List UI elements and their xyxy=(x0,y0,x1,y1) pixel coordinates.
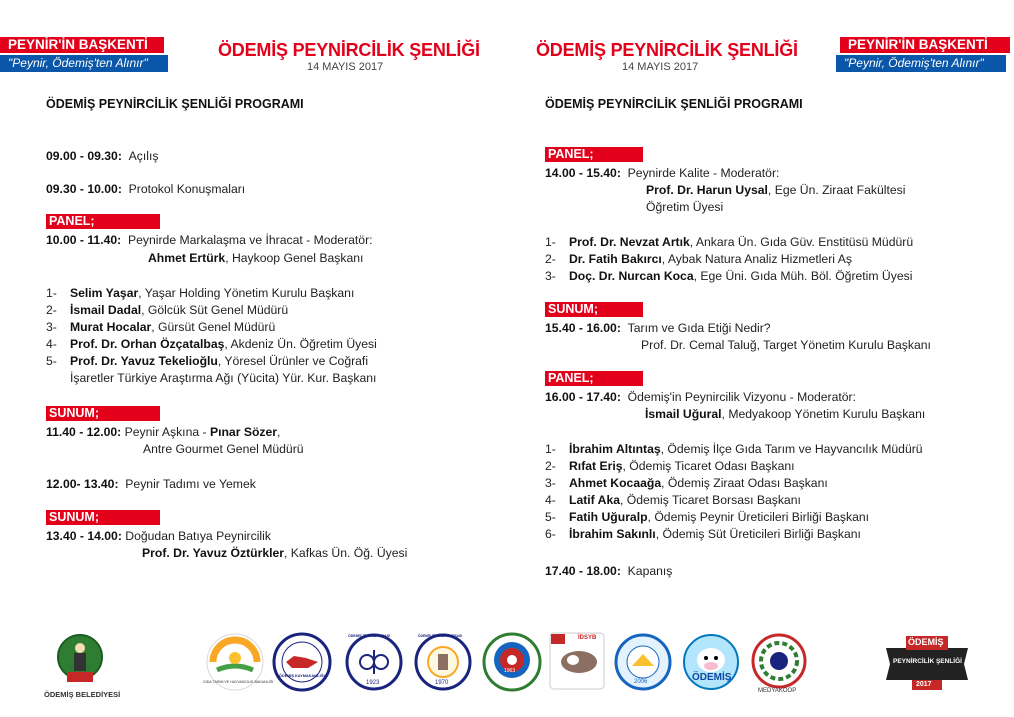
punct: , xyxy=(277,425,281,439)
speaker-num: 3- xyxy=(545,476,556,490)
time: 17.40 - 18.00: xyxy=(545,564,621,578)
belediye-label: ÖDEMİŞ BELEDİYESİ xyxy=(44,690,121,699)
schedule-opening xyxy=(46,148,158,164)
program-title-left: ÖDEMİŞ PEYNİRCİLİK ŞENLİĞİ PROGRAMI xyxy=(46,97,304,111)
sunum-tag: SUNUM; xyxy=(46,406,160,421)
time: 16.00 - 17.40: xyxy=(545,390,621,404)
idsyb-logo xyxy=(549,632,605,690)
schedule-sunum-2 xyxy=(46,528,271,544)
header-badge-left xyxy=(0,37,168,72)
speaker-row xyxy=(46,336,377,352)
speaker-row xyxy=(46,302,288,318)
ticaret-odasi-label: ÖDEMİŞ TİCARET ODASI xyxy=(348,634,391,638)
moderator-line xyxy=(645,406,925,422)
header-badge-right xyxy=(836,37,1010,72)
odemis-belediyesi-logo xyxy=(55,632,105,692)
festival-title-left: ÖDEMİŞ PEYNİRCİLİK ŞENLİĞİ xyxy=(218,40,480,60)
speaker-title: , Ödemiş Ticaret Odası Başkanı xyxy=(622,459,795,473)
event: Açılış xyxy=(128,149,159,163)
event: Kapanış xyxy=(627,564,673,578)
event: Protokol Konuşmaları xyxy=(128,182,246,196)
speaker-title: , Ödemiş Süt Üreticileri Birliği Başkanı xyxy=(655,527,861,541)
festival-logo-top: ÖDEMİŞ xyxy=(908,637,944,647)
speaker-row xyxy=(46,319,275,335)
speaker-name: Prof. Dr. Orhan Özçatalbaş xyxy=(70,337,225,351)
badge-title: PEYNİR'İN BAŞKENTİ xyxy=(840,37,1010,53)
schedule-tasting xyxy=(46,476,256,492)
schedule-sunum-3 xyxy=(545,320,771,336)
presenter-line xyxy=(142,545,407,561)
speaker-num: 5- xyxy=(545,510,556,524)
speaker-num: 1- xyxy=(545,442,556,456)
panel-tag: PANEL; xyxy=(46,214,160,229)
presenter-name: Pınar Sözer xyxy=(209,425,278,439)
speaker-title: , Ödemiş Peynir Üreticileri Birliği Başkanı xyxy=(647,510,870,524)
speaker-row xyxy=(545,492,801,508)
speaker-title: , Aybak Natura Analiz Hizmetleri Aş xyxy=(661,252,852,266)
moderator-continuation: Öğretim Üyesi xyxy=(646,200,724,214)
speaker-row xyxy=(545,234,913,250)
idsyb-label: İDSYB xyxy=(578,635,597,641)
schedule-sunum-1 xyxy=(46,424,280,440)
moderator-name: Ahmet Ertürk xyxy=(148,251,226,265)
time: 09.00 - 09.30: xyxy=(46,149,122,163)
odemis-cow-icon xyxy=(682,632,740,692)
schedule-protocol xyxy=(46,181,245,197)
speaker-name: İsmail Dadal xyxy=(70,303,142,317)
speaker-title: , Akdeniz Ün. Öğretim Üyesi xyxy=(224,337,377,351)
speaker-name: İbrahim Altıntaş xyxy=(569,442,661,456)
event: Tarım ve Gıda Etiği Nedir? xyxy=(627,321,771,335)
speaker-row xyxy=(545,526,861,542)
ticaret-borsasi-year: 1970 xyxy=(435,680,449,686)
badge-title: PEYNİR'İN BAŞKENTİ xyxy=(0,37,164,53)
event: Peynir Aşkına - xyxy=(124,425,210,439)
schedule-panel-1 xyxy=(46,232,373,248)
belediye-emblem-icon xyxy=(55,632,105,688)
time: 15.40 - 16.00: xyxy=(545,321,621,335)
speaker-continuation: İşaretler Türkiye Araştırma Ağı (Yücita) Yür. Kur. Başkanı xyxy=(70,371,377,385)
speaker-title: , Gölcük Süt Genel Müdürü xyxy=(141,303,289,317)
presenter-title: Antre Gourmet Genel Müdürü xyxy=(143,442,304,456)
schedule-panel-3 xyxy=(545,389,856,405)
speaker-row xyxy=(46,353,368,369)
speaker-num: 2- xyxy=(545,459,556,473)
kaymakamlik-logo xyxy=(272,632,332,692)
speaker-name: Prof. Dr. Yavuz Tekelioğlu xyxy=(70,354,218,368)
event: Peynir Tadımı ve Yemek xyxy=(125,477,256,491)
presenter-name: Prof. Dr. Yavuz Öztürkler xyxy=(142,546,285,560)
speaker-title: , Ödemiş Ziraat Odası Başkanı xyxy=(661,476,828,490)
time: 09.30 - 10.00: xyxy=(46,182,122,196)
speaker-name: Ahmet Kocaağa xyxy=(569,476,662,490)
speaker-num: 1- xyxy=(46,286,57,300)
sunum-tag: SUNUM; xyxy=(545,302,643,317)
moderator-title: , Medyakoop Yönetim Kurulu Başkanı xyxy=(721,407,926,421)
panel-tag: PANEL; xyxy=(545,147,643,162)
speaker-title: , Gürsüt Genel Müdürü xyxy=(151,320,276,334)
idsyb-cow-icon xyxy=(549,632,605,690)
ticaret-borsasi-label: ÖDEMİŞ TİCARET BORSASI xyxy=(418,634,463,638)
kaymakamlik-label: ÖDEMİŞ KAYMAKAMLIĞI xyxy=(279,674,325,678)
speaker-name: Rıfat Eriş xyxy=(569,459,623,473)
speaker-name: Murat Hocalar xyxy=(70,320,152,334)
event: Doğudan Batıya Peynircilik xyxy=(125,529,271,543)
peynir-birligi-year: 2006 xyxy=(634,679,648,685)
moderator-title: , Haykoop Genel Başkanı xyxy=(225,251,364,265)
speaker-row xyxy=(545,458,795,474)
time: 11.40 - 12.00: xyxy=(46,425,122,439)
time: 14.00 - 15.40: xyxy=(545,166,621,180)
medyakoop-gear-icon xyxy=(750,632,808,690)
event: Peynirde Markalaşma ve İhracat - Moderatör: xyxy=(128,233,373,247)
speaker-row xyxy=(545,441,923,457)
festival-logo-year: 2017 xyxy=(916,681,932,688)
odemis-cow-logo xyxy=(682,632,740,692)
event: Peynirde Kalite - Moderatör: xyxy=(627,166,780,180)
presenter-line: Prof. Dr. Cemal Taluğ, Target Yönetim Kurulu Başkanı xyxy=(641,338,931,352)
speaker-num: 6- xyxy=(545,527,556,541)
moderator-name: İsmail Uğural xyxy=(645,407,722,421)
speaker-title: , Yöresel Ürünler ve Coğrafi xyxy=(217,354,369,368)
speaker-row xyxy=(545,509,869,525)
speaker-title: , Yaşar Holding Yönetim Kurulu Başkanı xyxy=(138,286,355,300)
moderator-line xyxy=(148,250,363,266)
speaker-name: Selim Yaşar xyxy=(70,286,139,300)
panel-tag: PANEL; xyxy=(545,371,643,386)
festival-title-right: ÖDEMİŞ PEYNİRCİLİK ŞENLİĞİ xyxy=(536,40,798,60)
medyakoop-logo xyxy=(750,632,808,692)
kaymakamlik-emblem-icon xyxy=(272,632,332,692)
speaker-num: 4- xyxy=(46,337,57,351)
speaker-row xyxy=(46,285,354,301)
bakanlik-label: GIDA TARIM VE HAYVANCILIK BAKANLIĞI xyxy=(203,680,274,684)
speaker-title: , Ankara Ün. Gıda Güv. Enstitüsü Müdürü xyxy=(689,235,914,249)
sunum-tag: SUNUM; xyxy=(46,510,160,525)
speaker-row xyxy=(545,268,912,284)
speaker-title: , Ege Üni. Gıda Müh. Böl. Öğretim Üyesi xyxy=(693,269,913,283)
festival-logo-mid: PEYNİRCİLİK ŞENLİĞİ xyxy=(893,658,962,665)
speaker-num: 2- xyxy=(46,303,57,317)
speaker-name: Prof. Dr. Nevzat Artık xyxy=(569,235,690,249)
presenter-title: , Kafkas Ün. Öğ. Üyesi xyxy=(284,546,408,560)
speaker-num: 3- xyxy=(46,320,57,334)
ziraat-year: 1963 xyxy=(504,668,516,674)
medyakoop-label: MEDYAKOOP xyxy=(758,688,797,694)
speaker-title: , Ödemiş İlçe Gıda Tarım ve Hayvancılık Müdürü xyxy=(660,442,923,456)
schedule-panel-2 xyxy=(545,165,779,181)
moderator-line xyxy=(646,182,905,198)
event: Ödemiş'in Peynircilik Vizyonu - Moderatör: xyxy=(627,390,857,404)
speaker-row xyxy=(545,251,852,267)
festival-date-left: 14 MAYIS 2017 xyxy=(307,61,384,73)
program-title-right: ÖDEMİŞ PEYNİRCİLİK ŞENLİĞİ PROGRAMI xyxy=(545,97,803,111)
speaker-name: Doç. Dr. Nurcan Koca xyxy=(569,269,694,283)
speaker-title: , Ödemiş Ticaret Borsası Başkanı xyxy=(620,493,801,507)
speaker-name: İbrahim Sakınlı xyxy=(569,527,656,541)
speaker-num: 4- xyxy=(545,493,556,507)
ziraat-odasi-icon xyxy=(482,632,542,692)
time: 13.40 - 14.00: xyxy=(46,529,122,543)
schedule-closing xyxy=(545,563,672,579)
time: 12.00- 13.40: xyxy=(46,477,119,491)
time: 10.00 - 11.40: xyxy=(46,233,122,247)
speaker-row xyxy=(545,475,828,491)
festival-date-right: 14 MAYIS 2017 xyxy=(622,61,699,73)
speaker-name: Latif Aka xyxy=(569,493,621,507)
speaker-num: 2- xyxy=(545,252,556,266)
moderator-title: , Ege Ün. Ziraat Fakültesi xyxy=(767,183,906,197)
odemis-logo-label: ÖDEMİŞ xyxy=(692,672,732,683)
speaker-num: 1- xyxy=(545,235,556,249)
ticaret-odasi-year: 1923 xyxy=(366,680,380,686)
speaker-num: 5- xyxy=(46,354,57,368)
ziraat-odasi-logo xyxy=(482,632,542,692)
badge-slogan: "Peynir, Ödemiş'ten Alınır" xyxy=(0,55,168,72)
speaker-name: Dr. Fatih Bakırcı xyxy=(569,252,662,266)
moderator-name: Prof. Dr. Harun Uysal xyxy=(646,183,768,197)
speaker-name: Fatih Uğuralp xyxy=(569,510,648,524)
speaker-num: 3- xyxy=(545,269,556,283)
badge-slogan: "Peynir, Ödemiş'ten Alınır" xyxy=(836,55,1006,72)
